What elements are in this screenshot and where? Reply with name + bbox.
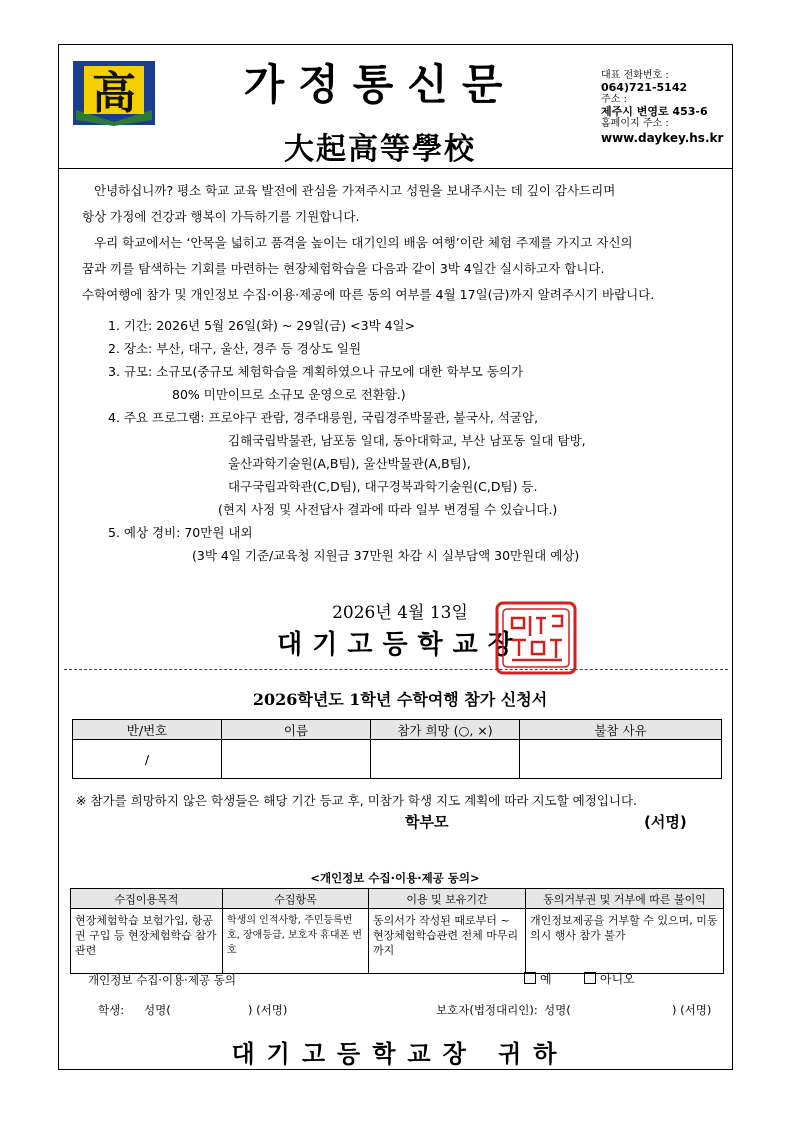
guardian-signature-field[interactable]: ) (서명) [672,1003,712,1017]
purpose-cell: 현장체험학습 보험가입, 항공권 구입 등 현장체험학습 참가 관련 [71,909,223,974]
application-note: ※ 참가를 희망하지 않은 학생들은 해당 기간 등교 후, 미참가 학생 지도 계획에 따라 지도할 예정입니다. [76,793,638,808]
detail-scale-cont: 80% 미만이므로 소규모 운영으로 전환함.) [172,387,406,402]
school-logo [72,60,156,126]
col-purpose: 수집이용목적 [71,889,223,909]
refusal-cell: 개인정보제공을 거부할 수 있으며, 미동의시 행사 참가 불가 [526,909,724,974]
notice-title: 가정통신문 [243,60,517,109]
checkbox-icon[interactable] [584,972,596,984]
address-label: 주소 : [601,94,627,105]
guardian-label: 보호자(법정대리인): [436,1003,538,1017]
parent-signature-field[interactable]: (서명) [644,813,687,831]
intro-line: 꿈과 끼를 탐색하는 기회를 마련하는 현장체험학습을 다음과 같이 3박 4일간 실시하고자 합니다. [82,261,605,276]
col-name: 이름 [222,720,371,740]
participation-field[interactable] [371,740,520,779]
student-label: 학생: [98,1003,125,1017]
svg-text:高: 高 [92,68,136,119]
phone-label: 대표 전화번호 : [601,70,669,81]
col-refusal: 동의거부권 및 거부에 따른 불이익 [526,889,724,909]
application-table [72,719,722,779]
privacy-title: <개인정보 수집·이용·제공 동의> [310,871,480,885]
intro-line: 항상 가정에 건강과 행복이 가득하기를 기원합니다. [82,209,360,224]
no-label: 아니오 [600,972,635,986]
official-seal-icon [494,600,578,676]
detail-place: 2. 장소: 부산, 대구, 울산, 경주 등 경상도 일원 [108,341,362,356]
col-class-number: 반/번호 [73,720,222,740]
col-absence-reason: 불참 사유 [520,720,722,740]
homepage-url[interactable]: www.daykey.hs.kr [601,131,724,145]
issue-date: 2026년 4월 13일 [332,603,468,623]
detail-cost-note: (3박 4일 기준/교육청 지원금 37만원 차감 시 실부담액 30만원대 예상) [192,548,580,563]
guardian-name-label: 성명( [544,1003,571,1017]
homepage-label: 홈페이지 주소 : [601,118,669,129]
col-participation: 참가 희망 (○, ×) [371,720,520,740]
detail-programs-cont: 대구국립과학관(C,D팀), 대구경북과학기술원(C,D팀) 등. [228,479,538,494]
items-cell: 학생의 인적사항, 주민등록번호, 장애등급, 보호자 휴대폰 번호 [223,909,369,974]
col-period: 이용 및 보유기간 [369,889,526,909]
yes-label: 예 [540,972,552,986]
class-number-field[interactable]: / [73,740,222,779]
cut-line [64,669,728,670]
address: 제주시 변영로 453-6 [601,105,708,118]
checkbox-icon[interactable] [524,972,536,984]
consent-label: 개인정보 수집·이용·제공 동의 [88,973,236,987]
detail-programs: 4. 주요 프로그램: 프로야구 관람, 경주대릉원, 국립경주박물관, 불국사, 석굴암, [108,410,539,425]
intro-line: 수학여행에 참가 및 개인정보 수집·이용·제공에 따른 동의 여부를 4월 17일(금)까지 알려주시기 바랍니다. [82,287,655,302]
absence-reason-field[interactable] [520,740,722,779]
col-items: 수집항목 [223,889,369,909]
detail-programs-cont: 울산과학기술원(A,B팀), 울산박물관(A,B팀), [228,456,471,471]
detail-scale: 3. 규모: 소규모(중규모 체험학습을 계획하였으나 규모에 대한 학부모 동의가 [108,364,524,379]
phone-number: 064)721-5142 [601,81,688,94]
intro-line: 안녕하십니까? 평소 학교 교육 발전에 관심을 가져주시고 성원을 보내주시는 데 깊이 감사드리며 [94,183,616,198]
student-signature-field[interactable]: ) (서명) [248,1003,288,1017]
addressee: 대기고등학교장 귀하 [231,1040,569,1068]
contact-info [601,70,731,144]
intro-text [82,178,712,308]
application-title: 2026학년도 1학년 수학여행 참가 신청서 [252,690,548,709]
consent-yes-option[interactable] [524,970,552,987]
intro-line: 우리 학교에서는 ‘안목을 넓히고 품격을 높이는 대기인의 배움 여행’이란 체험 주제를 가지고 자신의 [94,235,633,250]
detail-period: 1. 기간: 2026년 5월 26일(화) ~ 29일(금) <3박 4일> [108,318,416,333]
consent-no-option[interactable] [584,970,635,987]
detail-cost: 5. 예상 경비: 70만원 내외 [108,525,253,540]
name-field[interactable] [222,740,371,779]
principal-name: 대기고등학교장 [277,630,523,660]
trip-details [108,314,708,567]
period-cell: 동의서가 작성된 때로부터 ~ 현장체험학습관련 전체 마무리까지 [369,909,526,974]
privacy-table [70,888,724,974]
student-name-label: 성명( [144,1003,171,1017]
detail-programs-note: (현지 사정 및 사전답사 결과에 따라 일부 변경될 수 있습니다.) [218,502,558,517]
school-name: 大起高等學校 [284,132,476,167]
detail-programs-cont: 김해국립박물관, 남포동 일대, 동아대학교, 부산 남포동 일대 탐방, [228,433,586,448]
parent-label: 학부모 [405,813,449,831]
